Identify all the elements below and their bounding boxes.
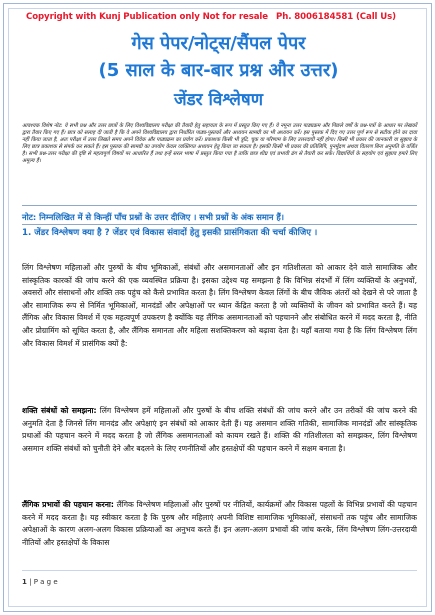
copyright-banner <box>26 12 421 22</box>
paragraph-2-heading: शक्ति संबंधों को समझना: <box>22 406 97 415</box>
paragraph-3-heading: लैंगिक प्रभावों की पहचान करना: <box>22 500 114 509</box>
copyright-text: Copyright with Kunj Publication only Not for resale <box>26 12 269 22</box>
title-line-1: गेस पेपर/नोट्स/सैंपल पेपर <box>131 33 306 54</box>
document-page <box>3 3 432 612</box>
title-line-2: (5 साल के बार-बार प्रश्न और उत्तर) <box>98 60 339 81</box>
page-number: 1 <box>22 578 27 586</box>
subject-title: जेंडर विश्लेषण <box>173 90 264 110</box>
disclaimer-intro: आवश्यक विशेष नोट: ये सभी प्रश्न और उत्तर छात्रों के लिए विश्वविद्यालय परीक्षा की तैयारी हेतु सहायता के रूप में प्रस्तुत किए गए हैं। ये नमूना उत्तर पाठ्यक्रम और पिछले वर्षों के प्रश्न-पत्रों के आधार पर लेखकों द्वारा तैयार किए गए हैं। छात्र को सलाह दी जाती है कि वे अपने विश्वविद्यालय द्वारा निर्धारित पाठ्य-पुस्तकों और अध्ययन सामग्री का भी अध्ययन करें। इस पुस्तक में दिए गए उत्तर पूर्ण रूप से सटीक होने का दावा नहीं किया जाता है, अतः परीक्षा में उत्तर लिखते समय अपने विवेक और पाठ्यक्रम का प्रयोग करें। प्रकाशक किसी भी त्रुटि, चूक या परिणाम के लिए उत्तरदायी नहीं होगा। किसी भी प्रकार की जानकारी या सुझाव के लिए छात्र प्रकाशक से संपर्क कर सकते हैं। इस पुस्तक की सामग्री का उपयोग केवल व्यक्तिगत अध्ययन हेतु किया जा सकता है। इसकी किसी भी प्रकार की प्रतिलिपि, पुनर्मुद्रण अथवा वितरण बिना अनुमति के वर्जित है। सभी प्रश्न-उत्तर परीक्षा की दृष्टि से महत्वपूर्ण विषयों पर आधारित हैं तथा इन्हें सरल भाषा में प्रस्तुत किया गया है ताकि छात्र शीघ्र एवं प्रभावी ढंग से तैयारी कर सकें। विद्यार्थियों के सहयोग एवं सुझाव हमारे लिए अमूल्य हैं। <box>22 123 417 164</box>
page-footer <box>22 578 58 586</box>
answer-paragraph-1: लिंग विश्लेषण महिलाओं और पुरुषों के बीच भूमिकाओं, संबंधों और असमानताओं और इन गतिशीलता को आकार देने वाले सामाजिक और सांस्कृतिक कारकों की जांच करने की एक व्यवस्थित प्रक्रिया है। इसका उद्देश्य यह समझना है कि विभिन्न संदर्भों में लिंग व्यक्तियों के अनुभवों, अवसरों और संसाधनों और शक्ति तक पहुंच को कैसे प्रभावित करता है। लिंग विश्लेषण केवल लिंगों के बीच जैविक अंतरों को देखने से परे जाता है और सामाजिक रूप से निर्मित भूमिकाओं, मानदंडों और अपेक्षाओं पर ध्यान केंद्रित करता है जो व्यक्तियों के जीवन को प्रभावित करते हैं। यह लैंगिक और विकास विमर्श में एक महत्वपूर्ण उपकरण है क्योंकि यह लैंगिक असमानताओं को पहचानने और संबोधित करने में मदद करता है, नीति और प्रोग्रामिंग को सूचित करता है, और लैंगिक समानता और महिला सशक्तिकरण को बढ़ावा देता है। यहाँ बताया गया है कि लिंग विश्लेषण लिंग और विकास विमर्श में प्रासंगिक क्यों है: <box>22 263 417 348</box>
question-1: 1. जेंडर विश्लेषण क्या है ? जेंडर एवं विकास संवादों हेतु इसकी प्रासंगिकता की चर्चा कीजिए । <box>22 228 318 238</box>
divider-top <box>22 205 417 206</box>
answer-paragraph-2 <box>22 405 417 455</box>
divider-bottom <box>22 224 417 225</box>
phone-text: Ph. 8006184581 (Call Us) <box>276 12 397 22</box>
page-label: | P a g e <box>29 578 58 586</box>
paragraph-2-body: लिंग विश्लेषण हमें महिलाओं और पुरुषों के बीच शक्ति संबंधों की जांच करने और उन तरीकों की जांच करने की अनुमति देता है जिनसे लिंग मानदंड और अपेक्षाएं इन संबंधों को आकार देती हैं। यह असमान शक्ति गतिकी, सामाजिक मानदंडों और सांस्कृतिक प्रथाओं की पहचान करने में मदद करता है जो लैंगिक असमानताओं को कायम रखते हैं। शक्ति की गतिशीलता को समझकर, लिंग विश्लेषण असमान शक्ति संबंधों को चुनौती देने और बदलने के लिए रणनीतियों और हस्तक्षेपों की पहचान करने में सक्षम बनाता है। <box>22 406 417 453</box>
answer-paragraph-3 <box>22 499 417 549</box>
footer-divider <box>22 570 417 571</box>
paragraph-3-body: लैंगिक विश्लेषण महिलाओं और पुरुषों पर नीतियों, कार्यक्रमों और विकास पहलों के विभिन्न प्रभावों की पहचान करने में मदद करता है। यह स्वीकार करता है कि पुरुष और महिलाएं अपनी विशिष्ट सामाजिक भूमिकाओं, संसाधनों तक पहुंच और सामाजिक अपेक्षाओं के कारण अलग-अलग विकास प्रक्रियाओं का अनुभव करते हैं। इन अलग-अलग प्रभावों की जांच करके, लिंग विश्लेषण लिंग-उत्तरदायी नीतियों और हस्तक्षेपों के विकास <box>22 500 417 547</box>
instruction-note: नोट: निम्नलिखित में से किन्हीं पाँच प्रश्नों के उत्तर दीजिए । सभी प्रश्नों के अंक समान हैं। <box>22 212 284 222</box>
